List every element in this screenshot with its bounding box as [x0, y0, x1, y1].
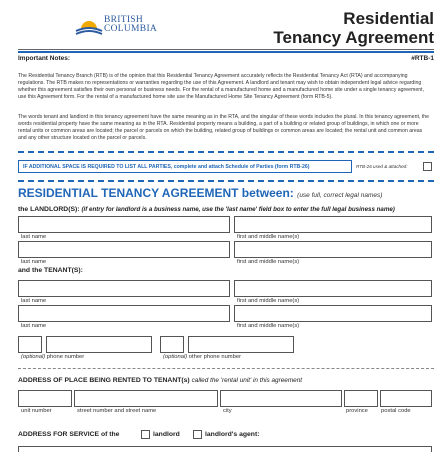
unit-number-field[interactable]: [18, 390, 72, 407]
landlord-label: the LANDLORD(S):: [18, 206, 80, 213]
form-title-line-1: Residential: [343, 9, 434, 28]
tenant-2-first-name-field[interactable]: [234, 305, 432, 322]
section-divider: [18, 151, 434, 153]
section-divider: [18, 368, 434, 369]
important-notes-heading: Important Notes:: [18, 55, 70, 62]
tenant-label: and the TENANT(S):: [18, 267, 83, 274]
service-address-field[interactable]: [18, 446, 432, 452]
landlord-1-last-name-caption: last name: [21, 234, 47, 240]
tenant-1-last-name-field[interactable]: [18, 280, 230, 297]
province-field[interactable]: [344, 390, 378, 407]
landlord-2-first-name-caption: first and middle name(s): [237, 259, 300, 265]
logo-line-1: BRITISH: [104, 15, 144, 25]
street-field[interactable]: [74, 390, 218, 407]
additional-space-notice: IF ADDITIONAL SPACE IS REQUIRED TO LIST ALL PARTIES, complete and attach Schedule of Parties (form RTB-26): [18, 160, 352, 173]
province-caption: province: [346, 408, 368, 414]
notes-paragraph-2: The words tenant and landlord in this tenancy agreement have the same meaning as in the RTA, and the singular of these words includes the plural. In this tenancy agreement, the words residential property have the same meaning as in the RTA. Residential property means a building, a part of a building or related group of buildings, in which one or more rental units or common areas are located; the parcel or parcels on which the building, related group of buildings or common areas are located; the rental unit and common areas and any other structure located on the parcel or parcels.: [18, 114, 430, 142]
agreement-title: [18, 186, 382, 200]
landlord-1-first-name-caption: first and middle name(s): [237, 234, 300, 240]
service-agent-checkbox[interactable]: [193, 430, 202, 439]
rental-address-heading: ADDRESS OF PLACE BEING RENTED TO TENANT(s): [18, 377, 190, 384]
bc-logo: [74, 14, 164, 40]
landlord-1-last-name-field[interactable]: [18, 216, 230, 233]
agreement-subtitle: (use full, correct legal names): [297, 192, 383, 199]
tenant-2-last-name-caption: last name: [21, 323, 47, 329]
tenant-1-last-name-caption: last name: [21, 298, 47, 304]
phone-caption: [21, 354, 84, 360]
rental-address-heading-row: [18, 377, 302, 384]
phone-number-field[interactable]: [46, 336, 152, 353]
postal-code-caption: postal code: [381, 408, 411, 414]
other-phone-number-field[interactable]: [188, 336, 294, 353]
agreement-title-text: RESIDENTIAL TENANCY AGREEMENT between:: [18, 186, 294, 200]
form-code: #RTB-1: [411, 55, 434, 62]
unit-number-caption: unit number: [21, 408, 52, 414]
rental-address-note: called the 'rental unit' in this agreement: [191, 377, 303, 384]
logo-line-2: COLUMBIA: [104, 24, 158, 34]
tenant-2-last-name-field[interactable]: [18, 305, 230, 322]
city-field[interactable]: [220, 390, 342, 407]
header-rule-blue: [18, 51, 434, 53]
tenant-1-first-name-field[interactable]: [234, 280, 432, 297]
city-caption: city: [223, 408, 232, 414]
landlord-2-last-name-field[interactable]: [18, 241, 230, 258]
phone-caption-text: phone number: [46, 354, 85, 360]
notes-paragraph-1: The Residential Tenancy Branch (RTB) is of the opinion that this Residential Tenancy Agreement accurately reflects the Residential Tenancy Act (RTA) and accompanying regulations. The RTB makes no representations or warranties regarding the use of this Agreement. A landlord and tenant may wish to obtain independent legal advice regarding whether this agreement satisfies their own personal or business needs. For the rental of a manufactured home and a manufactured home site under a single tenancy agreement, use this Agreement form. For the rental of a manufactured home site use the Manufactured Home Site Tenancy Agreement (form RTB-5).: [18, 73, 425, 101]
service-address-heading: ADDRESS FOR SERVICE of the: [18, 431, 120, 438]
other-phone-caption-text: other phone number: [188, 354, 242, 360]
landlord-1-first-name-field[interactable]: [234, 216, 432, 233]
landlord-note: (if entry for landlord is a business name, use the 'last name' field box to enter the full legal business name): [81, 206, 395, 213]
form-title-line-2: Tenancy Agreement: [273, 28, 434, 47]
other-phone-caption: [163, 354, 241, 360]
tenant-1-first-name-caption: first and middle name(s): [237, 298, 300, 304]
service-landlord-label: landlord: [153, 431, 180, 438]
rtb26-attached-label: RTB-26 used & attached:: [356, 164, 408, 169]
sun-mountain-logo-icon: [74, 14, 104, 38]
landlord-2-first-name-field[interactable]: [234, 241, 432, 258]
street-caption: street number and street name: [77, 408, 157, 414]
landlord-2-last-name-caption: last name: [21, 259, 47, 265]
section-divider: [18, 180, 434, 182]
service-landlord-checkbox[interactable]: [141, 430, 150, 439]
landlord-label-row: [18, 206, 395, 213]
tenant-2-first-name-caption: first and middle name(s): [237, 323, 300, 329]
postal-code-field[interactable]: [380, 390, 432, 407]
other-phone-area-code-field[interactable]: [160, 336, 184, 353]
phone-optional-tag: (optional): [21, 354, 46, 360]
other-phone-optional-tag: (optional): [163, 354, 188, 360]
header-rule: [18, 49, 434, 50]
rtb26-attached-checkbox[interactable]: [423, 162, 432, 171]
service-agent-label: landlord's agent:: [205, 431, 260, 438]
phone-area-code-field[interactable]: [18, 336, 42, 353]
